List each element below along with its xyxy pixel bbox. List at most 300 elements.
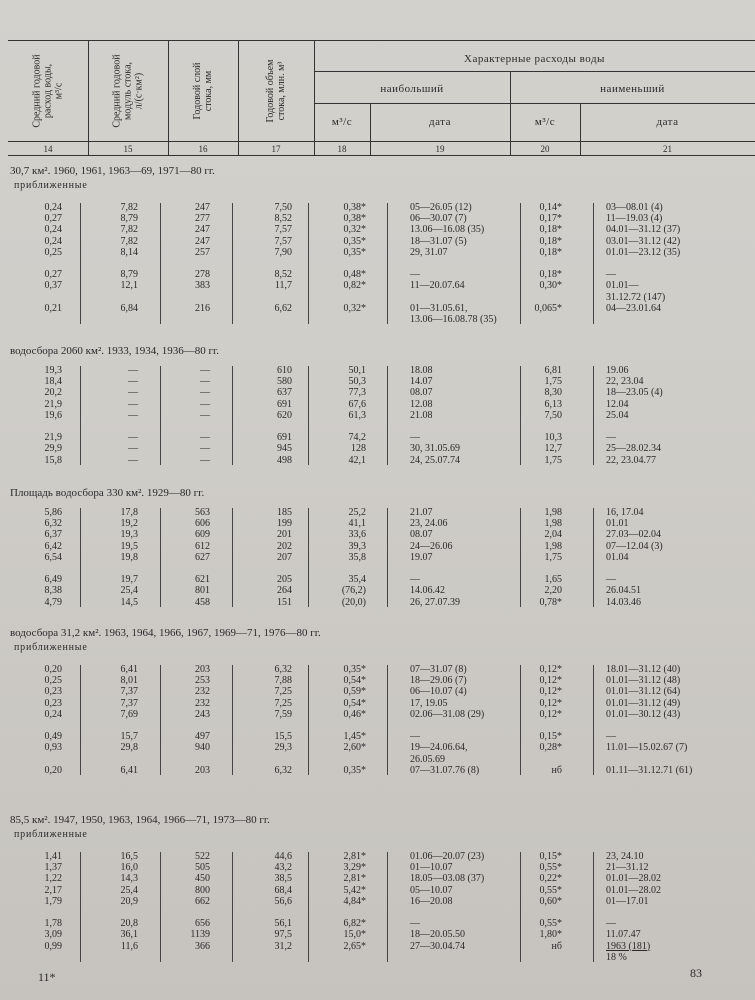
table-cell-col-20: 0,18*	[539, 235, 562, 247]
table-row	[0, 292, 755, 303]
table-cell-col-15: 19,7	[120, 574, 138, 586]
table-cell-col-15: 8,79	[120, 269, 138, 281]
table-cell-col-16: —	[200, 398, 210, 410]
table-cell-col-20: 0,065*	[534, 302, 562, 314]
table-cell-col-16: 497	[195, 731, 210, 743]
table-cell-col-21: 01.01—28.02	[606, 873, 661, 885]
table-cell-col-20: 0,17*	[539, 213, 562, 225]
table-cell-col-15: 14,3	[120, 873, 138, 885]
table-cell-col-14: 0,24	[44, 235, 62, 247]
table-cell-col-14: 2,17	[44, 884, 62, 896]
table-cell-col-14: 6,54	[44, 551, 62, 563]
table-row	[0, 518, 755, 529]
table-cell-col-20: нб	[551, 940, 562, 952]
table-cell-col-19: 08.07	[410, 387, 433, 399]
table-cell-col-14: 6,49	[44, 574, 62, 586]
group-header: Характерные расходы воды	[464, 53, 605, 65]
table-cell-col-16: 563	[195, 507, 210, 518]
col-num-21: 21	[580, 141, 755, 156]
table-cell-col-15: 29,8	[120, 742, 138, 754]
table-row	[0, 247, 755, 258]
table-cell-col-14: 0,49	[44, 731, 62, 743]
table-cell-col-19: 30, 31.05.69	[410, 443, 460, 455]
table-cell-col-18: 3,29*	[343, 862, 366, 874]
table-cell-col-20: 0,30*	[539, 280, 562, 292]
table-cell-col-18: 0,35*	[343, 664, 366, 675]
table-cell-col-15: 6,41	[120, 664, 138, 675]
table-cell-col-21: 11—19.03 (4)	[606, 213, 663, 225]
table-cell-col-18: 15,0*	[343, 929, 366, 941]
table-cell-col-20: 0,22*	[539, 873, 562, 885]
table-cell-col-19: —	[410, 918, 420, 930]
table-cell-col-17: 498	[277, 454, 292, 466]
table-row	[0, 765, 755, 776]
table-cell-col-17: 11,7	[274, 280, 292, 292]
table-cell-col-16: 253	[195, 675, 210, 687]
table-cell-col-16: —	[200, 365, 210, 376]
header-col-14	[8, 41, 89, 141]
table-cell-col-18: (20,0)	[341, 596, 366, 608]
table-cell-col-21: 11.01—15.02.67 (7)	[606, 742, 688, 754]
table-cell-col-15: 7,82	[120, 235, 138, 247]
table-row	[0, 664, 755, 675]
table-cell-col-19: 07—31.07 (8)	[410, 664, 467, 675]
table-cell-col-17: 97,5	[274, 929, 292, 941]
table-cell-col-17: 580	[277, 376, 292, 388]
table-header	[8, 40, 755, 156]
column-rule	[593, 665, 594, 775]
table-cell-col-14: 6,32	[44, 518, 62, 530]
table-cell-col-16: 627	[195, 551, 210, 563]
table-cell-col-19: 27—30.04.74	[410, 940, 465, 952]
table-cell-col-19: 17, 19.05	[410, 697, 448, 709]
table-cell-col-17: 15,5	[274, 731, 292, 743]
table-cell-col-19: 05—26.05 (12)	[410, 202, 472, 213]
table-cell-col-14: 0,20	[44, 764, 62, 776]
table-row	[0, 873, 755, 884]
table-row	[0, 303, 755, 314]
table-cell-col-18: 6,82*	[343, 918, 366, 930]
table-row	[0, 952, 755, 963]
table-row	[0, 698, 755, 709]
table-cell-col-20: 8,30	[544, 387, 562, 399]
table-cell-col-20: 7,50	[544, 409, 562, 421]
table-cell-col-16: 621	[195, 574, 210, 586]
table-cell-col-19: 02.06—31.08 (29)	[410, 708, 485, 720]
table-cell-col-15: 7,82	[120, 202, 138, 213]
column-rule	[593, 508, 594, 607]
column-rule	[308, 508, 309, 607]
table-cell-col-18: 50,3	[348, 376, 366, 388]
table-row	[0, 224, 755, 235]
table-cell-col-15: 7,82	[120, 224, 138, 236]
table-cell-col-19: 24—26.06	[410, 540, 453, 552]
table-cell-col-20: 10,3	[544, 432, 562, 444]
column-rule	[387, 203, 388, 324]
table-cell-col-18: 67,6	[348, 398, 366, 410]
table-cell-col-19: 18—31.07 (5)	[410, 235, 467, 247]
min-header: наименьший	[600, 83, 665, 95]
table-cell-col-15: 11,6	[120, 940, 138, 952]
col-num-14: 14	[8, 141, 89, 156]
table-cell-col-20: 0,18*	[539, 224, 562, 236]
table-cell-col-19: 08.07	[410, 529, 433, 541]
table-cell-col-21: 01.01—28.02	[606, 884, 661, 896]
table-cell-col-20: 0,55*	[539, 918, 562, 930]
column-rule	[232, 366, 233, 465]
table-cell-col-18: 35,8	[348, 551, 366, 563]
table-cell-col-19: 14.06.42	[410, 585, 445, 597]
table-cell-col-14: 29,9	[44, 443, 62, 455]
table-cell-col-20: 0,55*	[539, 862, 562, 874]
table-cell-col-15: —	[128, 432, 138, 444]
table-cell-col-15: —	[128, 409, 138, 421]
table-cell-col-20: 0,15*	[539, 731, 562, 743]
table-cell-col-15: 19,8	[120, 551, 138, 563]
table-cell-col-21: 22, 23.04.77	[606, 454, 656, 466]
table-cell-col-18: 0,54*	[343, 675, 366, 687]
table-cell-col-15: 36,1	[120, 929, 138, 941]
header-rule-1	[314, 71, 755, 72]
table-cell-col-14: 3,09	[44, 929, 62, 941]
table-cell-col-21: 26.04.51	[606, 585, 641, 597]
column-rule	[160, 665, 161, 775]
table-cell-col-20: 6,81	[544, 365, 562, 376]
table-cell-col-17: 56,6	[274, 895, 292, 907]
table-cell-col-16: 203	[195, 764, 210, 776]
table-cell-col-19: 26.05.69	[410, 753, 445, 765]
table-cell-col-16: 505	[195, 862, 210, 874]
column-rule	[80, 366, 81, 465]
table-cell-col-21: 22, 23.04	[606, 376, 644, 388]
table-cell-col-20: 2,20	[544, 585, 562, 597]
column-rule	[308, 203, 309, 324]
table-cell-col-15: —	[128, 454, 138, 466]
table-cell-col-19: 14.07	[410, 376, 433, 388]
table-cell-col-14: 21,9	[44, 398, 62, 410]
table-cell-col-15: 25,4	[120, 585, 138, 597]
table-cell-col-21: 01—17.01	[606, 895, 649, 907]
table-cell-col-17: 7,88	[274, 675, 292, 687]
table-cell-col-19: 06—10.07 (4)	[410, 686, 467, 698]
table-cell-col-17: 7,57	[274, 224, 292, 236]
header-divider-20-21	[580, 103, 581, 141]
table-cell-col-17: 31,2	[274, 940, 292, 952]
table-cell-col-19: 18—20.05.50	[410, 929, 465, 941]
column-rule	[387, 852, 388, 962]
table-cell-col-14: 1,37	[44, 862, 62, 874]
table-cell-col-17: 6,62	[274, 302, 292, 314]
table-cell-col-16: 450	[195, 873, 210, 885]
table-cell-col-18: 33,6	[348, 529, 366, 541]
table-cell-col-14: 1,78	[44, 918, 62, 930]
table-cell-col-20: 0,14*	[539, 202, 562, 213]
header-divider-18-19	[370, 103, 371, 141]
table-cell-col-21: 01.01—30.12 (43)	[606, 708, 681, 720]
table-cell-col-17: 185	[277, 507, 292, 518]
table-row	[0, 410, 755, 421]
table-cell-col-21: 11.07.47	[606, 929, 641, 941]
table-cell-col-18: 1,45*	[343, 731, 366, 743]
table-cell-col-14: 0,37	[44, 280, 62, 292]
table-cell-col-18: 4,84*	[343, 895, 366, 907]
table-cell-col-16: 257	[195, 246, 210, 258]
table-cell-col-18: 0,35*	[343, 764, 366, 776]
table-cell-col-20: 1,75	[544, 376, 562, 388]
table-cell-col-20: 0,55*	[539, 884, 562, 896]
table-cell-col-20: нб	[551, 764, 562, 776]
table-row	[0, 862, 755, 873]
table-cell-col-21: 16, 17.04	[606, 507, 644, 518]
table-cell-col-19: 01—10.07	[410, 862, 453, 874]
table-cell-col-18: 0,48*	[343, 269, 366, 281]
table-row	[0, 885, 755, 896]
table-cell-col-15: —	[128, 387, 138, 399]
table-cell-col-20: 2,04	[544, 529, 562, 541]
footer-signature-mark: 11*	[38, 970, 56, 984]
table-cell-col-14: 0,99	[44, 940, 62, 952]
table-cell-col-14: 6,42	[44, 540, 62, 552]
column-rule	[80, 665, 81, 775]
table-cell-col-19: 18.05—03.08 (37)	[410, 873, 485, 885]
table-row	[0, 585, 755, 596]
table-cell-col-16: 656	[195, 918, 210, 930]
table-cell-col-18: 128	[351, 443, 366, 455]
table-cell-col-20: 0,18*	[539, 246, 562, 258]
table-cell-col-20: 1,75	[544, 551, 562, 563]
table-cell-col-16: 216	[195, 302, 210, 314]
table-cell-col-19: 16—20.08	[410, 895, 453, 907]
table-row	[0, 365, 755, 376]
table-cell-col-15: 17,8	[120, 507, 138, 518]
table-cell-col-21: 19.06	[606, 365, 629, 376]
table-cell-col-18: 41,1	[348, 518, 366, 530]
table-cell-col-16: 247	[195, 202, 210, 213]
table-cell-col-21: 01.01—31.12 (64)	[606, 686, 681, 698]
table-cell-col-19: 01—31.05.61,	[410, 302, 468, 314]
table-row	[0, 314, 755, 325]
table-cell-col-20: 1,98	[544, 507, 562, 518]
table-cell-col-17: 38,5	[274, 873, 292, 885]
table-cell-col-15: —	[128, 443, 138, 455]
header-col-14-text: Средний годовой расход воды, м³/с	[31, 54, 65, 128]
table-cell-col-14: 18,4	[44, 376, 62, 388]
column-rule	[160, 366, 161, 465]
table-cell-col-17: 7,59	[274, 708, 292, 720]
column-rule	[232, 508, 233, 607]
column-rule	[160, 852, 161, 962]
column-rule	[308, 665, 309, 775]
table-row	[0, 529, 755, 540]
table-cell-col-17: 202	[277, 540, 292, 552]
table-row	[0, 202, 755, 213]
table-cell-col-21: 01.01—23.12 (35)	[606, 246, 681, 258]
column-rule	[232, 203, 233, 324]
column-rule	[520, 366, 521, 465]
table-cell-col-16: 232	[195, 697, 210, 709]
table-cell-col-15: 7,37	[120, 697, 138, 709]
table-cell-col-20: 12,7	[544, 443, 562, 455]
max-header: наибольший	[380, 83, 444, 95]
section-title: водосбора 31,2 км². 1963, 1964, 1966, 1967, 1969—71, 1976—80 гг.	[10, 627, 321, 639]
table-cell-col-18: 42,1	[348, 454, 366, 466]
table-cell-col-15: 6,41	[120, 764, 138, 776]
table-cell-col-16: —	[200, 376, 210, 388]
table-cell-col-21: 27.03—02.04	[606, 529, 661, 541]
table-cell-col-14: 0,25	[44, 675, 62, 687]
table-cell-col-16: 458	[195, 596, 210, 608]
header-col-15-text: Средний годовой модуль стока, л/(с·км²)	[111, 54, 145, 128]
table-cell-col-19: 19—24.06.64,	[410, 742, 468, 754]
table-cell-col-16: 203	[195, 664, 210, 675]
table-row	[0, 443, 755, 454]
table-cell-col-15: 8,79	[120, 213, 138, 225]
table-cell-col-17: 264	[277, 585, 292, 597]
table-cell-col-19: 26, 27.07.39	[410, 596, 460, 608]
table-cell-col-15: 19,3	[120, 529, 138, 541]
table-cell-col-14: 0,27	[44, 213, 62, 225]
table-cell-col-20: 0,12*	[539, 675, 562, 687]
header-rule-2	[314, 103, 755, 104]
table-cell-col-21: 03.01—31.12 (42)	[606, 235, 681, 247]
table-cell-col-19: 06—30.07 (7)	[410, 213, 467, 225]
table-row	[0, 742, 755, 753]
table-row	[0, 455, 755, 466]
table-cell-col-15: 15,7	[120, 731, 138, 743]
table-row	[0, 213, 755, 224]
table-cell-col-20: 6,13	[544, 398, 562, 410]
table-row	[0, 258, 755, 269]
table-cell-col-19: —	[410, 731, 420, 743]
table-row	[0, 387, 755, 398]
table-cell-col-15: 14,5	[120, 596, 138, 608]
table-cell-col-18: 50,1	[348, 365, 366, 376]
table-cell-col-18: 2,81*	[343, 873, 366, 885]
col-num-19: 19	[370, 141, 511, 156]
table-cell-col-19: —	[410, 432, 420, 444]
page-number: 83	[690, 966, 702, 980]
section-note: приближенные	[14, 180, 88, 191]
table-cell-col-19: 11—20.07.64	[410, 280, 465, 292]
table-row	[0, 675, 755, 686]
column-rule	[308, 366, 309, 465]
table-cell-col-14: 20,2	[44, 387, 62, 399]
table-cell-col-19: 21.07	[410, 507, 433, 518]
table-cell-col-18: 0,32*	[343, 302, 366, 314]
table-cell-col-14: 15,8	[44, 454, 62, 466]
table-cell-col-20: 1,80*	[539, 929, 562, 941]
table-cell-col-15: 12,1	[120, 280, 138, 292]
table-cell-col-18: (76,2)	[341, 585, 366, 597]
table-row	[0, 269, 755, 280]
table-cell-col-18: 0,32*	[343, 224, 366, 236]
table-cell-col-17: 7,50	[274, 202, 292, 213]
table-cell-col-19: 07—31.07.76 (8)	[410, 764, 480, 776]
table-cell-col-17: 610	[277, 365, 292, 376]
table-cell-col-14: 1,79	[44, 895, 62, 907]
table-row	[0, 896, 755, 907]
table-cell-col-19: 29, 31.07	[410, 246, 448, 258]
table-cell-col-16: 522	[195, 851, 210, 862]
table-cell-col-16: 366	[195, 940, 210, 952]
table-cell-col-20: 0,18*	[539, 269, 562, 281]
table-cell-col-18: 2,81*	[343, 851, 366, 862]
table-cell-col-16: 606	[195, 518, 210, 530]
header-col-17	[238, 41, 315, 141]
table-cell-col-18: 2,65*	[343, 940, 366, 952]
column-rule	[520, 852, 521, 962]
table-cell-col-17: 68,4	[274, 884, 292, 896]
table-cell-col-16: 801	[195, 585, 210, 597]
table-cell-col-14: 0,27	[44, 269, 62, 281]
table-cell-col-17: 7,25	[274, 686, 292, 698]
table-cell-col-21: 25—28.02.34	[606, 443, 661, 455]
header-divider-max-min	[510, 71, 511, 141]
table-cell-col-20: 0,78*	[539, 596, 562, 608]
table-cell-col-18: 0,35*	[343, 246, 366, 258]
table-cell-col-14: 0,24	[44, 708, 62, 720]
table-cell-col-21: 04.01—31.12 (37)	[606, 224, 681, 236]
table-cell-col-19: 18.08	[410, 365, 433, 376]
table-row	[0, 376, 755, 387]
table-row	[0, 563, 755, 574]
table-cell-col-18: 0,38*	[343, 202, 366, 213]
table-cell-col-14: 19,3	[44, 365, 62, 376]
table-cell-col-17: 6,32	[274, 664, 292, 675]
table-cell-col-17: 44,6	[274, 851, 292, 862]
table-cell-col-21: —	[606, 731, 616, 743]
table-cell-col-14: 0,25	[44, 246, 62, 258]
table-cell-col-18: 74,2	[348, 432, 366, 444]
table-row	[0, 754, 755, 765]
table-cell-col-18: 0,82*	[343, 280, 366, 292]
table-cell-col-19: 01.06—20.07 (23)	[410, 851, 485, 862]
table-cell-col-14: 0,21	[44, 302, 62, 314]
table-cell-col-14: 19,6	[44, 409, 62, 421]
unit-header-20: м³/с	[534, 116, 556, 128]
unit-header-18: м³/с	[331, 116, 353, 128]
header-col-15	[88, 41, 169, 141]
table-cell-col-19: 18—29.06 (7)	[410, 675, 467, 687]
table-cell-col-21: 21—31.12	[606, 862, 649, 874]
table-cell-col-21: —	[606, 269, 616, 281]
table-row	[0, 552, 755, 563]
table-cell-col-17: 56,1	[274, 918, 292, 930]
table-cell-col-21: 07—12.04 (3)	[606, 540, 663, 552]
table-cell-col-14: 6,37	[44, 529, 62, 541]
table-cell-col-14: 0,23	[44, 686, 62, 698]
table-cell-col-15: 16,0	[120, 862, 138, 874]
table-cell-col-15: —	[128, 398, 138, 410]
table-cell-col-20: 0,12*	[539, 708, 562, 720]
section-note: приближенные	[14, 829, 88, 840]
table-cell-col-21: 01.04	[606, 551, 629, 563]
table-cell-col-15: 7,69	[120, 708, 138, 720]
table-cell-col-20: 0,12*	[539, 697, 562, 709]
table-cell-col-20: 1,98	[544, 518, 562, 530]
table-cell-col-15: —	[128, 376, 138, 388]
section-title: 30,7 км². 1960, 1961, 1963—69, 1971—80 гг.	[10, 165, 215, 177]
table-cell-col-17: 8,52	[274, 269, 292, 281]
table-cell-col-17: 691	[277, 432, 292, 444]
table-cell-col-17: 945	[277, 443, 292, 455]
table-cell-col-21: 31.12.72 (147)	[606, 291, 666, 303]
table-cell-col-21: 23, 24.10	[606, 851, 644, 862]
table-row	[0, 432, 755, 443]
column-rule	[387, 665, 388, 775]
section-title: водосбора 2060 км². 1933, 1934, 1936—80 гг.	[10, 345, 220, 357]
table-cell-col-17: 620	[277, 409, 292, 421]
